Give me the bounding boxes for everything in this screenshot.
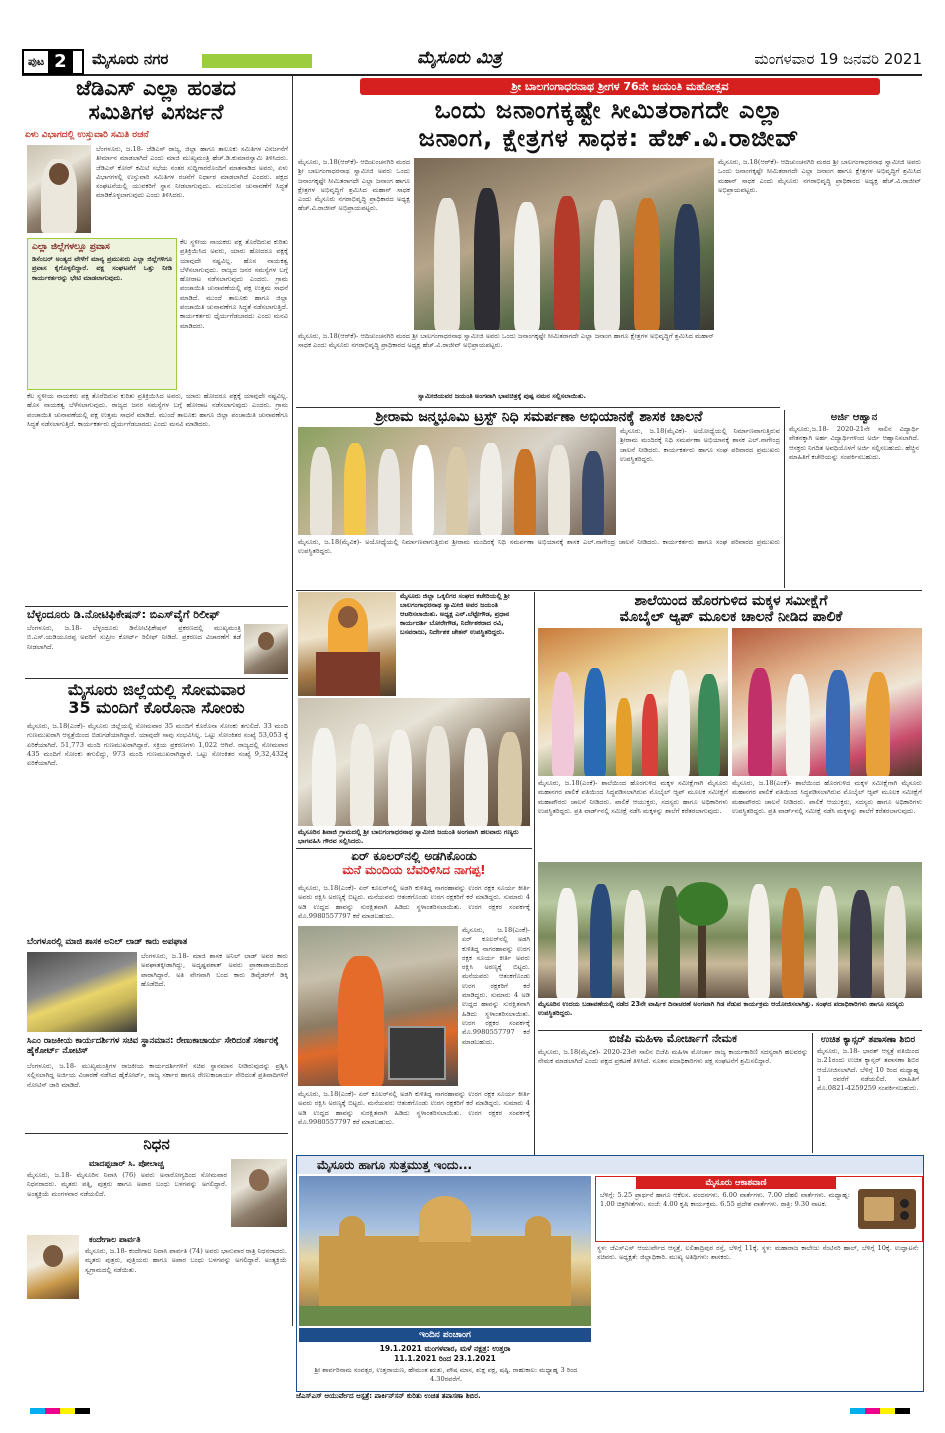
group-felicitation-photo [298,698,530,826]
school-headline-line2: ಮೊಬೈಲ್ ಆ್ಯಪ್ ಮೂಲಕ ಚಾಲನೆ ನೀಡಿದ ಪಾಲಿಕೆ [619,609,843,626]
kumaraswamy-photo [27,145,91,233]
section-name: ಮೈಸೂರು ನಗರ [92,50,169,68]
jayanti-body-bottom: ಮೈಸೂರು, ಜ.18(ಆರ್‌ಕೆ)- ಆದಿಚುಂಚನಗಿರಿ ಮಠದ ಶ್ರೀ ಬಾಲಗಂಗಾಧರನಾಥ ಸ್ವಾಮೀಜಿ ಅವರು ಒಂದು ಜನಾಂಗಕ್ಕಷ್ಟೇ ಸೀಮಿತರಾಗದೇ ಎಲ್ಲಾ ಜನಾಂಗ ಹಾಗೂ ಕ್ಷೇತ್ರಗಳ ಅಭಿವೃದ್ಧಿಗೆ ಶ್ರಮಿಸಿದ ಮಹಾನ್ ಸಾಧಕ ಎಂದು ಮೈಸೂರು ನಗರಾಭಿವೃದ್ಧಿ ಪ್ರಾಧಿಕಾರದ ಅಧ್ಯಕ್ಷ ಹೆಚ್.ವಿ.ರಾಜೀವ್ ಅಭಿಪ್ರಾಯಪಟ್ಟರು. [298,332,714,350]
section-accent-bar [202,54,312,68]
jayanti-headline-line2: ಜನಾಂಗ, ಕ್ಷೇತ್ರಗಳ ಸಾಧಕ: ಹೆಚ್.ವಿ.ರಾಜೀವ್ [418,123,800,152]
obituary-title: ನಿಧನ [143,1135,170,1153]
divider [296,407,780,408]
ram-body-right: ಮೈಸೂರು, ಜ.18(ಮೈವಿಕ)- ಅಯೋಧ್ಯೆಯಲ್ಲಿ ನಿರ್ಮಾಣವಾಗುತ್ತಿರುವ ಶ್ರೀರಾಮ ಮಂದಿರಕ್ಕೆ ನಿಧಿ ಸಮರ್ಪಣಾ ಅಭಿಯಾನಕ್ಕೆ ಶಾಸಕ ಎಲ್.ನಾಗೇಂದ್ರ ಚಾಲನೆ ನೀಡಿದರು. ಕಾರ್ಯಕರ್ತರು ಹಾಗೂ ಸಂಘ ಪರಿವಾರದ ಪ್ರಮುಖರು ಉಪಸ್ಥಿತರಿದ್ದರು. [620,427,780,463]
panchanga-body: ಶ್ರೀ ಶಾರ್ವರಿನಾಮ ಸಂವತ್ಸರ, ಉತ್ತರಾಯಣ, ಹೇಮಂತ ಋತು, ಪೌಷ ಮಾಸ, ಶುಕ್ಲ ಪಕ್ಷ, ಷಷ್ಠಿ. ರಾಹುಕಾಲ: ಮಧ್ಯಾಹ್ನ 3 ರಿಂದ 4.30ರವರೆಗೆ. [314,1366,578,1384]
school-body-left: ಮೈಸೂರು, ಜ.18(ಎಂಕೆ)- ಶಾಲೆಯಿಂದ ಹೊರಗುಳಿದ ಮಕ್ಕಳ ಸಮೀಕ್ಷೆಗಾಗಿ ಮೈಸೂರು ಮಹಾನಗರ ಪಾಲಿಕೆ ವತಿಯಿಂದ ಸಿದ್ಧಪಡಿಸಲಾಗಿರುವ ಮೊಬೈಲ್ ಆ್ಯಪ್ ಮೂಲಕ ಸಮೀಕ್ಷೆಗೆ ಮಹಾಪೌರರು ಚಾಲನೆ ನೀಡಿದರು. ಪಾಲಿಕೆ ಆಯುಕ್ತರು, ಸದಸ್ಯರು ಹಾಗೂ ಅಧಿಕಾರಿಗಳು ಉಪಸ್ಥಿತರಿದ್ದರು. ಪ್ರತಿ ವಾರ್ಡ್‌ನಲ್ಲಿ ಸಮೀಕ್ಷೆ ನಡೆಸಿ ಮಕ್ಕಳನ್ನು ಶಾಲೆಗೆ ಕರೆತರಲಾಗುವುದು. [538,779,728,815]
jds-tour-box-body: ಡಿಸೆಂಬರ್ ಅಂತ್ಯದ ವೇಳೆಗೆ ಮಾನ್ಯ ಪ್ರಮುಖರು ಎಲ್ಲಾ ಜಿಲ್ಲೆಗಳಿಗೂ ಪ್ರವಾಸ ಕೈಗೊಳ್ಳಲಿದ್ದಾರೆ. ಪಕ್ಷ ಸಂಘಟನೆಗೆ ಒತ್ತು ನೀಡಿ ಕಾರ್ಯಕರ್ತರನ್ನು ಭೇಟಿ ಮಾಡಲಾಗುವುದು. [32,255,172,282]
jds-body-top: ಬೆಂಗಳೂರು, ಜ.18- ಜೆಡಿಎಸ್ ರಾಜ್ಯ, ಜಿಲ್ಲಾ ಹಾಗೂ ತಾಲೂಕು ಸಮಿತಿಗಳ ವಿಸರ್ಜನೆಗೆ ತೀರ್ಮಾನ ಮಾಡಲಾಗಿದೆ ಎಂದು ಮಾಜಿ ಮುಖ್ಯಮಂತ್ರಿ ಹೆಚ್.ಡಿ.ಕುಮಾರಸ್ವಾಮಿ ತಿಳಿಸಿದರು. ಜೆಡಿಎಸ್ ಕೋರ್ ಕಮಿಟಿ ಸಭೆಯ ನಂತರ ಸುದ್ದಿಗಾರರೊಂದಿಗೆ ಮಾತನಾಡಿದ ಅವರು, ಏಳು ವಿಭಾಗಗಳಲ್ಲಿ ಉಸ್ತುವಾರಿ ಸಮಿತಿಗಳ ರಚನೆಗೆ ನಿರ್ಧಾರ ಮಾಡಲಾಗಿದೆ ಎಂದರು. ಪಕ್ಷದ ಸಂಘಟನೆಯಲ್ಲಿ ಯುವಕರಿಗೆ ಸ್ಥಾನ ನೀಡಲಾಗುವುದು. ಮುಂಬರುವ ಚುನಾವಣೆಗೆ ಸಿದ್ಧತೆ ಮಾಡಿಕೊಳ್ಳಲಾಗುವುದು ಎಂದು ತಿಳಿಸಿದರು. [96,145,288,200]
snake-rescue-photo [298,926,458,1086]
cm-aides-body: ಬೆಂಗಳೂರು, ಜ.18- ಮುಖ್ಯಮಂತ್ರಿಗಳ ರಾಜಕೀಯ ಕಾರ್ಯದರ್ಶಿಗಳಿಗೆ ಸಚಿವ ಸ್ಥಾನಮಾನ ನೀಡಿರುವುದನ್ನು ಪ್ರಶ್ನಿಸಿ ಸಲ್ಲಿಸಲಾಗಿದ್ದ ಅರ್ಜಿಯ ವಿಚಾರಣೆ ನಡೆಸಿದ ಹೈಕೋರ್ಟ್, ರಾಜ್ಯ ಸರ್ಕಾರ ಹಾಗೂ ರೇಣುಕಾಚಾರ್ಯ ಸೇರಿದಂತೆ ಪ್ರತಿವಾದಿಗಳಿಗೆ ನೋಟಿಸ್ ಜಾರಿ ಮಾಡಿದೆ. [27,1062,288,1089]
jayanti-headline [298,97,920,152]
obituary-body-1: ಮೈಸೂರು, ಜ.18- ಮೈಸೂರಿನ ನಿವಾಸಿ (76) ಅವರು ಅನಾರೋಗ್ಯದಿಂದ ಸೋಮವಾರ ನಿಧನರಾದರು. ಮೃತರು ಪತ್ನಿ, ಪುತ್ರರು ಹಾಗೂ ಅಪಾರ ಬಂಧು ಬಳಗವನ್ನು ಅಗಲಿದ್ದಾರೆ. ಅಂತ್ಯಕ್ರಿಯೆ ಮಂಗಳವಾರ ನಡೆಯಲಿದೆ. [27,1171,227,1198]
today-box [296,1155,924,1392]
radio-box [595,1176,923,1242]
jds-subhead: ಏಳು ವಿಭಾಗದಲ್ಲಿ ಉಸ್ತುವಾರಿ ಸಮಿತಿ ರಚನೆ [25,130,149,140]
bjp-body: ಮೈಸೂರು, ಜ.18(ಮೈವಿಕ)- 2020-23ನೇ ಸಾಲಿನ ಬಿಜೆಪಿ ಮಹಿಳಾ ಮೋರ್ಚಾ ರಾಜ್ಯ ಕಾರ್ಯಕಾರಿಣಿ ಸದಸ್ಯರಾಗಿ ಹಲವರನ್ನು ನೇಮಕ ಮಾಡಲಾಗಿದೆ ಎಂದು ಪಕ್ಷದ ಪ್ರಕಟಣೆ ತಿಳಿಸಿದೆ. ನೂತನ ಪದಾಧಿಕಾರಿಗಳು ಪಕ್ಷ ಸಂಘಟನೆಗೆ ಶ್ರಮಿಸಲಿದ್ದಾರೆ. [538,1048,808,1066]
jds-body-right: ಕೆಲ ಸ್ಥಳೀಯ ನಾಯಕರು ಪಕ್ಷ ತೊರೆದಿರುವ ಕುರಿತು ಪ್ರತಿಕ್ರಿಯಿಸಿದ ಅವರು, ಯಾರು ಹೋದರೂ ಪಕ್ಷಕ್ಕೆ ಯಾವುದೇ ನಷ್ಟವಿಲ್ಲ. ಹೊಸ ನಾಯಕತ್ವ ಬೆಳೆಸಲಾಗುವುದು. ರಾಜ್ಯದ ಜನರ ಸಮಸ್ಯೆಗಳ ಬಗ್ಗೆ ಹೋರಾಟ ನಡೆಸಲಾಗುವುದು ಎಂದರು. ಗ್ರಾಮ ಪಂಚಾಯಿತಿ ಚುನಾವಣೆಯಲ್ಲಿ ಪಕ್ಷ ಉತ್ತಮ ಸಾಧನೆ ಮಾಡಿದೆ. ಮುಂದೆ ತಾಲೂಕು ಹಾಗೂ ಜಿಲ್ಲಾ ಪಂಚಾಯಿತಿ ಚುನಾವಣೆಗೂ ಸಿದ್ಧತೆ ನಡೆಸಲಾಗುತ್ತಿದೆ. ಕಾರ್ಯಕರ್ತರು ಧೈರ್ಯಗೆಡಬಾರದು ಎಂದು ಮನವಿ ಮಾಡಿದರು. [180,238,288,330]
jayanti-body-right: ಮೈಸೂರು, ಜ.18(ಆರ್‌ಕೆ)- ಆದಿಚುಂಚನಗಿರಿ ಮಠದ ಶ್ರೀ ಬಾಲಗಂಗಾಧರನಾಥ ಸ್ವಾಮೀಜಿ ಅವರು ಒಂದು ಜನಾಂಗಕ್ಕಷ್ಟೇ ಸೀಮಿತರಾಗದೇ ಎಲ್ಲಾ ಜನಾಂಗ ಹಾಗೂ ಕ್ಷೇತ್ರಗಳ ಅಭಿವೃದ್ಧಿಗೆ ಶ್ರಮಿಸಿದ ಮಹಾನ್ ಸಾಧಕ ಎಂದು ಮೈಸೂರು ನಗರಾಭಿವೃದ್ಧಿ ಪ್ರಾಧಿಕಾರದ ಅಧ್ಯಕ್ಷ ಹೆಚ್.ವಿ.ರಾಜೀವ್ ಅಭಿಪ್ರಾಯಪಟ್ಟರು. [718,158,921,194]
jayanti-headline-line1: ಒಂದು ಜನಾಂಗಕ್ಕಷ್ಟೇ ಸೀಮಿತರಾಗದೇ ಎಲ್ಲಾ [434,96,784,124]
group-caption: ಮೈಸೂರಿನ ಶಿವಾಜಿ ಗ್ರಾಮದಲ್ಲಿ ಶ್ರೀ ಬಾಲಗಂಗಾಧರನಾಥ ಸ್ವಾಮೀಜಿ ಜಯಂತಿ ಅಂಗವಾಗಿ ಹಲವಾರು ಗಣ್ಯರು ಭಾಗವಹಿಸಿ ಗೌರವ ಸಲ್ಲಿಸಿದರು. [298,828,519,845]
obituary-name-2: ಕಂದೇಗಾಲ ಪಾರ್ವತಿ [89,1235,141,1244]
ram-fund-photo [298,427,616,535]
jds-body-bottom: ಕೆಲ ಸ್ಥಳೀಯ ನಾಯಕರು ಪಕ್ಷ ತೊರೆದಿರುವ ಕುರಿತು ಪ್ರತಿಕ್ರಿಯಿಸಿದ ಅವರು, ಯಾರು ಹೋದರೂ ಪಕ್ಷಕ್ಕೆ ಯಾವುದೇ ನಷ್ಟವಿಲ್ಲ. ಹೊಸ ನಾಯಕತ್ವ ಬೆಳೆಸಲಾಗುವುದು. ರಾಜ್ಯದ ಜನರ ಸಮಸ್ಯೆಗಳ ಬಗ್ಗೆ ಹೋರಾಟ ನಡೆಸಲಾಗುವುದು ಎಂದರು. ಗ್ರಾಮ ಪಂಚಾಯಿತಿ ಚುನಾವಣೆಯಲ್ಲಿ ಪಕ್ಷ ಉತ್ತಮ ಸಾಧನೆ ಮಾಡಿದೆ. ಮುಂದೆ ತಾಲೂಕು ಹಾಗೂ ಜಿಲ್ಲಾ ಪಂಚಾಯಿತಿ ಚುನಾವಣೆಗೂ ಸಿದ್ಧತೆ ನಡೆಸಲಾಗುತ್ತಿದೆ. ಕಾರ್ಯಕರ್ತರು ಧೈರ್ಯಗೆಡಬಾರದು ಎಂದು ಮನವಿ ಮಾಡಿದರು. [27,392,288,428]
notice-box [784,410,923,588]
panchanga-week: 11.1.2021 ರಿಂದ 23.1.2021 [394,1354,496,1363]
ram-body-bottom: ಮೈಸೂರು, ಜ.18(ಮೈವಿಕ)- ಅಯೋಧ್ಯೆಯಲ್ಲಿ ನಿರ್ಮಾಣವಾಗುತ್ತಿರುವ ಶ್ರೀರಾಮ ಮಂದಿರಕ್ಕೆ ನಿಧಿ ಸಮರ್ಪಣಾ ಅಭಿಯಾನಕ್ಕೆ ಶಾಸಕ ಎಲ್.ನಾಗೇಂದ್ರ ಚಾಲನೆ ನೀಡಿದರು. ಕಾರ್ಯಕರ್ತರು ಹಾಗೂ ಸಂಘ ಪರಿವಾರದ ಪ್ರಮುಖರು ಉಪಸ್ಥಿತರಿದ್ದರು. [298,538,780,556]
jds-tour-box [27,238,177,390]
today-footer-note: ಜೆಎಸ್‌ಎಸ್ ಆಯುರ್ವೇದ ಆಸ್ಪತ್ರೆ: ಪಾರ್ಕಿನ್‌ಸನ್ ಕುರಿತು ಉಚಿತ ತಪಾಸಣಾ ಶಿಬಿರ. [296,1392,481,1400]
column-rule [292,76,293,1326]
accident-car-photo [27,952,137,1032]
radio-icon [858,1189,916,1229]
snake-headline [298,850,530,878]
bellanduru-headline: ಬೆಳ್ಳಂದೂರು ಡಿ.ನೋಟಿಫಿಕೇಷನ್: ಬಿಎಸ್‌ವೈಗೆ ರಿಲೀಫ್ [27,608,220,621]
anil-lad-body: ಬೆಂಗಳೂರು, ಜ.18- ಮಾಜಿ ಶಾಸಕ ಅನಿಲ್ ಲಾಡ್ ಅವರ ಕಾರು ಅಪಘಾತಕ್ಕೀಡಾಗಿದ್ದು, ಅದೃಷ್ಟವಶಾತ್ ಅವರು ಪ್ರಾಣಾಪಾಯದಿಂದ ಪಾರಾಗಿದ್ದಾರೆ. ಅತಿ ವೇಗವಾಗಿ ಬಂದ ಕಾರು ಡಿವೈಡರ್‌ಗೆ ಡಿಕ್ಕಿ ಹೊಡೆದಿದೆ. [141,952,288,988]
tree-planting-photo [538,862,922,998]
mysore-palace-photo [299,1176,591,1326]
panchanga-date: 19.1.2021 ಮಂಗಳವಾರ, ಮಳೆ ನಕ್ಷತ್ರ: ಉತ್ತರಾ [379,1344,511,1353]
snake-body-bottom: ಮೈಸೂರು, ಜ.18(ಎಂಕೆ)- ಏರ್ ಕೂಲರ್‌ನಲ್ಲಿ ಅಡಗಿ ಕುಳಿತಿದ್ದ ನಾಗರಹಾವನ್ನು ಉರಗ ರಕ್ಷಕ ಸೂರ್ಯ ಕೀರ್ತಿ ಅವರು ರಕ್ಷಿಸಿ ಅರಣ್ಯಕ್ಕೆ ಬಿಟ್ಟರು. ಮನೆಯವರು ಆತಂಕಗೊಂಡು ಉರಗ ರಕ್ಷಕರಿಗೆ ಕರೆ ಮಾಡಿದ್ದರು. ಸುಮಾರು 4 ಅಡಿ ಉದ್ದದ ಹಾವನ್ನು ಸುರಕ್ಷಿತವಾಗಿ ಹಿಡಿದು ಸ್ಥಳಾಂತರಿಸಲಾಯಿತು. ಉರಗ ರಕ್ಷಕರ ಸಂಪರ್ಕಕ್ಕೆ ಮೊ.9980557797 ಕರೆ ಮಾಡಬಹುದು. [298,1090,530,1126]
school-survey-photo-2 [732,628,922,776]
school-body-right: ಮೈಸೂರು, ಜ.18(ಎಂಕೆ)- ಶಾಲೆಯಿಂದ ಹೊರಗುಳಿದ ಮಕ್ಕಳ ಸಮೀಕ್ಷೆಗಾಗಿ ಮೈಸೂರು ಮಹಾನಗರ ಪಾಲಿಕೆ ವತಿಯಿಂದ ಸಿದ್ಧಪಡಿಸಲಾಗಿರುವ ಮೊಬೈಲ್ ಆ್ಯಪ್ ಮೂಲಕ ಸಮೀಕ್ಷೆಗೆ ಮಹಾಪೌರರು ಚಾಲನೆ ನೀಡಿದರು. ಪಾಲಿಕೆ ಆಯುಕ್ತರು, ಸದಸ್ಯರು ಹಾಗೂ ಅಧಿಕಾರಿಗಳು ಉಪಸ್ಥಿತರಿದ್ದರು. ಪ್ರತಿ ವಾರ್ಡ್‌ನಲ್ಲಿ ಸಮೀಕ್ಷೆ ನಡೆಸಿ ಮಕ್ಕಳನ್ನು ಶಾಲೆಗೆ ಕರೆತರಲಾಗುವುದು. [732,779,922,815]
divider [538,1030,922,1031]
school-headline-line1: ಶಾಲೆಯಿಂದ ಹೊರಗುಳಿದ ಮಕ್ಕಳ ಸಮೀಕ್ಷೆಗೆ [634,593,828,609]
jds-tour-box-title: ಎಲ್ಲಾ ಜಿಲ್ಲೆಗಳಲ್ಲೂ ಪ್ರವಾಸ [32,242,110,252]
print-color-strip [30,1408,90,1414]
obituary-photo-1 [231,1159,287,1227]
today-banner-text: ಮೈಸೂರು ಹಾಗೂ ಸುತ್ತಮುತ್ತ ಇಂದು... [317,1158,473,1172]
tree-planting-caption: ಮೈಸೂರಿನ ಉದಯ ಬಡಾವಣೆಯಲ್ಲಿ ನಡೆದ 23ನೇ ವಾರ್ಷಿಕ ದಿನಾಚರಣೆ ಅಂಗವಾಗಿ ಗಿಡ ನೆಡುವ ಕಾರ್ಯಕ್ರಮ ಆಯೋಜಿಸಲಾಗಿತ್ತು. ಸಂಘದ ಪದಾಧಿಕಾರಿಗಳು ಹಾಗೂ ಸದಸ್ಯರು ಉಪಸ್ಥಿತರಿದ್ದರು. [538,1000,904,1017]
shrine-caption: ಮೈಸೂರು ಜಿಲ್ಲಾ ಒಕ್ಕಲಿಗರ ಸಂಘದ ಕಚೇರಿಯಲ್ಲಿ ಶ್ರೀ ಬಾಲಗಂಗಾಧರನಾಥ ಸ್ವಾಮೀಜಿ ಅವರ ಜಯಂತಿ ಆಚರಿಸಲಾಯಿತು. ಅಧ್ಯಕ್ಷ ಎನ್.ಬೆಟ್ಟೇಗೌಡ, ಪ್ರಧಾನ ಕಾರ್ಯದರ್ಶಿ ಬೋರೇಗೌಡ, ನಿರ್ದೇಶಕರಾದ ರವಿ, ಬಸವರಾಜು, ನಿರ್ದೇಶಕ ಚೇತನ್ ಉಪಸ್ಥಿತರಿದ್ದರು. [400,592,510,636]
cm-aides-headline: ಸಿಎಂ ರಾಜಕೀಯ ಕಾರ್ಯದರ್ಶಿಗಳ ಸಚಿವ ಸ್ಥಾನಮಾನ: ರೇಣುಕಾಚಾರ್ಯ ಸೇರಿದಂತೆ ಸರ್ಕಾರಕ್ಕೆ ಹೈಕೋರ್ಟ್ ನೋಟಿಸ್ [27,1036,279,1056]
jds-headline-line1: ಜೆಡಿಎಸ್ ಎಲ್ಲಾ ಹಂತದ [76,76,236,100]
today-banner [297,1156,923,1174]
obituary-section [25,1133,288,1433]
masthead-logo: ಮೈಸೂರು ಮಿತ್ರ [417,48,502,68]
snake-body-top: ಮೈಸೂರು, ಜ.18(ಎಂಕೆ)- ಏರ್ ಕೂಲರ್‌ನಲ್ಲಿ ಅಡಗಿ ಕುಳಿತಿದ್ದ ನಾಗರಹಾವನ್ನು ಉರಗ ರಕ್ಷಕ ಸೂರ್ಯ ಕೀರ್ತಿ ಅವರು ರಕ್ಷಿಸಿ ಅರಣ್ಯಕ್ಕೆ ಬಿಟ್ಟರು. ಮನೆಯವರು ಆತಂಕಗೊಂಡು ಉರಗ ರಕ್ಷಕರಿಗೆ ಕರೆ ಮಾಡಿದ್ದರು. ಸುಮಾರು 4 ಅಡಿ ಉದ್ದದ ಹಾವನ್ನು ಸುರಕ್ಷಿತವಾಗಿ ಹಿಡಿದು ಸ್ಥಳಾಂತರಿಸಲಾಯಿತು. ಉರಗ ರಕ್ಷಕರ ಸಂಪರ್ಕಕ್ಕೆ ಮೊ.9980557797 ಕರೆ ಮಾಡಬಹುದು. [298,884,530,920]
cancer-camp-title: ಉಚಿತ ಕ್ಯಾನ್ಸರ್ ತಪಾಸಣಾ ಶಿಬಿರ [820,1035,916,1045]
events-listing: ಸ್ಥಳ: ಜೆಎಸ್‌ಎಸ್ ಆಯುರ್ವೇದ ಆಸ್ಪತ್ರೆ, ಲಲಿತಾದ್ರಿಪುರ ರಸ್ತೆ, ಬೆಳಿಗ್ಗೆ 11ಕ್ಕೆ. ಸ್ಥಳ: ಮಹಾರಾಜ ಕಾಲೇಜು ಸೆಂಟಿನರಿ ಹಾಲ್, ಬೆಳಿಗ್ಗೆ 10ಕ್ಕೆ. ಉದ್ಘಾಟನೆ: ಸಚಿವರು. ಅಧ್ಯಕ್ಷತೆ: ಜಿಲ್ಲಾಧಿಕಾರಿ. ಮುಖ್ಯ ಅತಿಥಿಗಳು: ಶಾಸಕರು. [597,1244,919,1262]
page-number-badge [22,49,84,75]
print-color-strip [850,1408,910,1414]
school-survey-photo-1 [538,628,728,776]
notice-title: ಅರ್ಜಿ ಆಹ್ವಾನ [830,412,878,423]
yediyurappa-photo [244,624,288,674]
jayanti-photo-caption: ಸ್ವಾಮೀಜಿಯವರ ಜಯಂತಿ ಅಂಗವಾಗಿ ಭಾವಚಿತ್ರಕ್ಕೆ ಪುಷ್ಪ ನಮನ ಸಲ್ಲಿಸಲಾಯಿತು. [418,392,586,400]
column-rule [534,592,535,1156]
jayanti-tribute-photo [414,158,714,330]
corona-headline [25,681,288,718]
jds-headline-line2: ಸಮಿತಿಗಳ ವಿಸರ್ಜನೆ [88,100,224,125]
divider [296,590,922,591]
divider [25,606,288,607]
panchanga-title: ಇಂದಿನ ಪಂಚಾಂಗ [299,1328,591,1342]
notice-body: ಮೈಸೂರು,ಜ.18- 2020-21ನೇ ಸಾಲಿನ ವಿದ್ಯಾರ್ಥಿ ವೇತನಕ್ಕಾಗಿ ಅರ್ಹ ವಿದ್ಯಾರ್ಥಿಗಳಿಂದ ಅರ್ಜಿ ಆಹ್ವಾನಿಸಲಾಗಿದೆ. ಆಸಕ್ತರು ನಿಗದಿತ ಅವಧಿಯೊಳಗೆ ಅರ್ಜಿ ಸಲ್ಲಿಸಬಹುದು. ಹೆಚ್ಚಿನ ಮಾಹಿತಿಗೆ ಕಚೇರಿಯನ್ನು ಸಂಪರ್ಕಿಸಬಹುದು. [789,425,919,461]
snake-headline-line2: ಮನೆ ಮಂದಿಯ ಬೆವರಿಳಿಸಿದ ನಾಗಪ್ಪ! [342,862,486,877]
ram-headline: ಶ್ರೀರಾಮ ಜನ್ಮಭೂಮಿ ಟ್ರಸ್ಟ್ ನಿಧಿ ಸಮರ್ಪಣಾ ಅಭಿಯಾನಕ್ಕೆ ಶಾಸಕ ಚಾಲನೆ [375,409,703,425]
school-headline [540,593,922,625]
divider [25,678,288,679]
cancer-camp-body: ಮೈಸೂರು, ಜ.18- ಭಾರತ್ ಆಸ್ಪತ್ರೆ ವತಿಯಿಂದ ಜ.21ರಂದು ಉಚಿತ ಕ್ಯಾನ್ಸರ್ ತಪಾಸಣಾ ಶಿಬಿರ ಆಯೋಜಿಸಲಾಗಿದೆ. ಬೆಳಿಗ್ಗೆ 10 ರಿಂದ ಮಧ್ಯಾಹ್ನ 1 ರವರೆಗೆ ನಡೆಯಲಿದೆ. ಮಾಹಿತಿಗೆ ಮೊ.0821-4259259 ಸಂಪರ್ಕಿಸಬಹುದು. [817,1047,919,1093]
page-number: 2 [48,51,73,73]
issue-date: ಮಂಗಳವಾರ 19 ಜನವರಿ 2021 [754,50,922,68]
corona-headline-line2: 35 ಮಂದಿಗೆ ಕೊರೊನಾ ಸೋಂಕು [68,698,245,718]
jayanti-body-left: ಮೈಸೂರು, ಜ.18(ಆರ್‌ಕೆ)- ಆದಿಚುಂಚನಗಿರಿ ಮಠದ ಶ್ರೀ ಬಾಲಗಂಗಾಧರನಾಥ ಸ್ವಾಮೀಜಿ ಅವರು ಒಂದು ಜನಾಂಗಕ್ಕಷ್ಟೇ ಸೀಮಿತರಾಗದೇ ಎಲ್ಲಾ ಜನಾಂಗ ಹಾಗೂ ಕ್ಷೇತ್ರಗಳ ಅಭಿವೃದ್ಧಿಗೆ ಶ್ರಮಿಸಿದ ಮಹಾನ್ ಸಾಧಕ ಎಂದು ಮೈಸೂರು ನಗರಾಭಿವೃದ್ಧಿ ಪ್ರಾಧಿಕಾರದ ಅಧ್ಯಕ್ಷ ಹೆಚ್.ವಿ.ರಾಜೀವ್ ಅಭಿಪ್ರಾಯಪಟ್ಟರು. [298,158,410,213]
radio-title: ಮೈಸೂರು ಆಕಾಶವಾಣಿ [636,1177,836,1189]
obituary-body-2: ಮೈಸೂರು, ಜ.18- ಕಂದೇಗಾಲ ನಿವಾಸಿ ಪಾರ್ವತಿ (74) ಅವರು ಭಾನುವಾರ ರಾತ್ರಿ ನಿಧನರಾದರು. ಮೃತರು ಪುತ್ರರು, ಪುತ್ರಿಯರು ಹಾಗೂ ಅಪಾರ ಬಂಧು ಬಳಗವನ್ನು ಅಗಲಿದ್ದಾರೆ. ಅಂತ್ಯಕ್ರಿಯೆ ಸ್ವಗ್ರಾಮದಲ್ಲಿ ನಡೆಯಿತು. [85,1247,287,1274]
obituary-name-1: ಮಾದಪ್ಪಚಾರ್ ಸಿ. ಪೋಲಾಚ್ಚ [89,1159,164,1168]
anil-lad-headline: ಬೆಂಗಳೂರಲ್ಲಿ ಮಾಜಿ ಶಾಸಕ ಅನಿಲ್ ಲಾಡ್ ಕಾರು ಅಪಘಾತ [27,937,188,947]
jds-headline [25,76,287,124]
snake-headline-line1: ಏರ್ ಕೂಲರ್‌ನಲ್ಲಿ ಅಡಗಿಕೊಂಡು [351,849,477,863]
bellanduru-body: ಬೆಂಗಳೂರು, ಜ.18- ಬೆಳ್ಳಂದೂರು ಡಿನೋಟಿಫಿಕೇಷನ್ ಪ್ರಕರಣದಲ್ಲಿ ಮುಖ್ಯಮಂತ್ರಿ ಬಿ.ಎಸ್.ಯಡಿಯೂರಪ್ಪ ಅವರಿಗೆ ಸುಪ್ರೀಂ ಕೋರ್ಟ್ ರಿಲೀಫ್ ನೀಡಿದೆ. ಪ್ರಕರಣದ ವಿಚಾರಣೆಗೆ ತಡೆ ನೀಡಲಾಗಿದೆ. [27,624,241,651]
obituary-photo-2 [27,1235,79,1299]
snake-body-side: ಮೈಸೂರು, ಜ.18(ಎಂಕೆ)- ಏರ್ ಕೂಲರ್‌ನಲ್ಲಿ ಅಡಗಿ ಕುಳಿತಿದ್ದ ನಾಗರಹಾವನ್ನು ಉರಗ ರಕ್ಷಕ ಸೂರ್ಯ ಕೀರ್ತಿ ಅವರು ರಕ್ಷಿಸಿ ಅರಣ್ಯಕ್ಕೆ ಬಿಟ್ಟರು. ಮನೆಯವರು ಆತಂಕಗೊಂಡು ಉರಗ ರಕ್ಷಕರಿಗೆ ಕರೆ ಮಾಡಿದ್ದರು. ಸುಮಾರು 4 ಅಡಿ ಉದ್ದದ ಹಾವನ್ನು ಸುರಕ್ಷಿತವಾಗಿ ಹಿಡಿದು ಸ್ಥಳಾಂತರಿಸಲಾಯಿತು. ಉರಗ ರಕ್ಷಕರ ಸಂಪರ್ಕಕ್ಕೆ ಮೊ.9980557797 ಕರೆ ಮಾಡಬಹುದು. [462,926,530,1046]
radio-schedule: ಬೆಳಿಗ್ಗೆ: 5.25 ಪ್ರಾರ್ಥನೆ ಹಾಗೂ ಆಕೆಲಸ. ವಂದನಗಳು. 6.00 ವಾರ್ತೆಗಳು. 7.00 ದೆಹಲಿ ವಾರ್ತೆಗಳು. ಮಧ್ಯಾಹ್ನ: 1.00 ಚಿತ್ರಗೀತೆಗಳು. ಸಂಜೆ: 4.00 ಕೃಷಿ ಕಾರ್ಯಕ್ರಮ. 6.55 ಪ್ರದೇಶ ವಾರ್ತೆಗಳು. ರಾತ್ರಿ: 9.30 ನಾಟಕ. [600,1191,850,1209]
jayanti-kicker: ಶ್ರೀ ಬಾಲಗಂಗಾಧರನಾಥ ಶ್ರೀಗಳ 76ನೇ ಜಯಂತಿ ಮಹೋತ್ಸವ [360,78,880,95]
shrine-portrait-photo [298,592,396,696]
corona-body: ಮೈಸೂರು, ಜ.18(ಎಂಕೆ)- ಮೈಸೂರು ಜಿಲ್ಲೆಯಲ್ಲಿ ಸೋಮವಾರ 35 ಮಂದಿಗೆ ಕೊರೊನಾ ಸೋಂಕು ತಗುಲಿದೆ. 33 ಮಂದಿ ಗುಣಮುಖರಾಗಿ ಆಸ್ಪತ್ರೆಯಿಂದ ಬಿಡುಗಡೆಯಾಗಿದ್ದಾರೆ. ಯಾವುದೇ ಸಾವು ಸಂಭವಿಸಿಲ್ಲ. ಒಟ್ಟು ಸೋಂಕಿತರ ಸಂಖ್ಯೆ 53,053 ಕ್ಕೆ ಏರಿಕೆಯಾಗಿದೆ. 51,773 ಮಂದಿ ಗುಣಮುಖರಾಗಿದ್ದಾರೆ. ಸಕ್ರಿಯ ಪ್ರಕರಣಗಳು 1,022 ಆಗಿವೆ. ರಾಜ್ಯದಲ್ಲಿ ಸೋಮವಾರ 435 ಮಂದಿಗೆ ಸೋಂಕು ತಗುಲಿದ್ದು, 973 ಮಂದಿ ಗುಣಮುಖರಾಗಿದ್ದಾರೆ. ಒಟ್ಟು ಸೋಂಕಿತರ ಸಂಖ್ಯೆ 9,32,432ಕ್ಕೆ ಏರಿಕೆಯಾಗಿದೆ. [27,722,288,768]
page-header [22,46,922,76]
cancer-camp-box [812,1033,923,1153]
page-label: ಪುಟ [28,55,45,68]
bjp-headline: ಬಿಜೆಪಿ ಮಹಿಳಾ ಮೋರ್ಚಾಗೆ ನೇಮಕ [609,1032,737,1045]
corona-headline-line1: ಮೈಸೂರು ಜಿಲ್ಲೆಯಲ್ಲಿ ಸೋಮವಾರ [67,680,246,699]
